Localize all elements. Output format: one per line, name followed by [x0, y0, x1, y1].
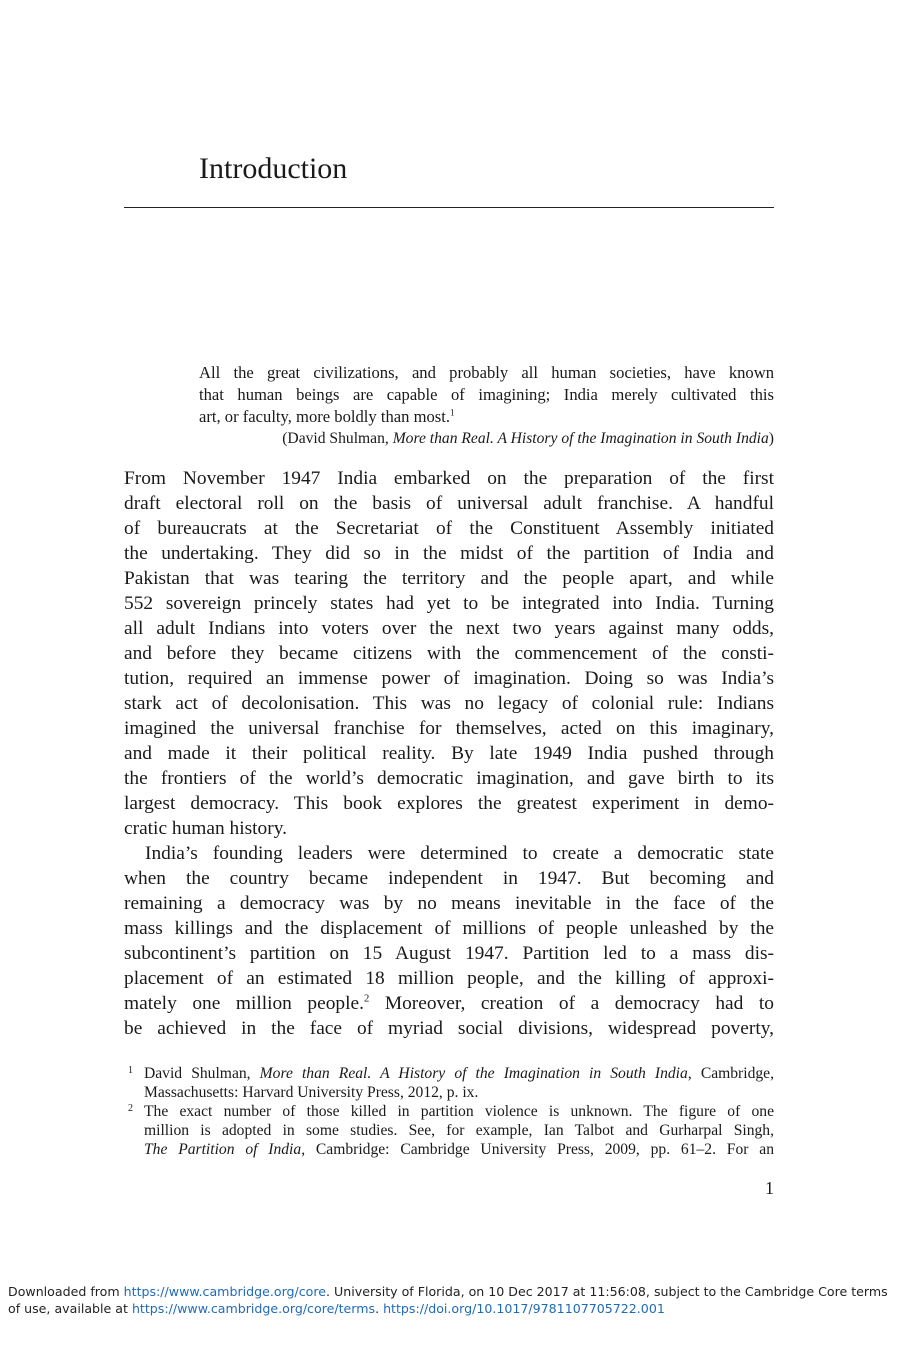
chapter-title: Introduction: [199, 152, 348, 185]
body-line: stark act of decolonisation. This was no legacy of colonial rule: Indians: [124, 693, 774, 714]
footnote-line: million is adopted in some studies. See, for example, Ian Talbot and Gurharpal Singh,: [144, 1122, 774, 1139]
body-line: the undertaking. They did so in the midst of the partition of India and: [124, 543, 774, 564]
body-line: 552 sovereign princely states had yet to be integrated into India. Turning: [124, 593, 774, 614]
title-divider: [124, 207, 774, 208]
download-notice: [8, 1283, 888, 1317]
footnote-text: , Cambridge,: [687, 1065, 774, 1082]
attribution-title: More than Real. A History of the Imagination in South India: [392, 430, 769, 447]
epigraph-line: All the great civilizations, and probably all human societies, have known: [199, 363, 774, 382]
terms-link[interactable]: https://www.cambridge.org/core/terms: [131, 1301, 376, 1316]
body-line: placement of an estimated 18 million people, and the killing of approxi-: [124, 968, 774, 989]
footnote-ref[interactable]: 2: [363, 992, 370, 1005]
body-line: and before they became citizens with the commencement of the consti-: [124, 643, 774, 664]
body-line: the frontiers of the world’s democratic imagination, and gave birth to its: [124, 768, 774, 789]
epigraph-attribution: [199, 428, 774, 450]
epigraph-line-text: art, or faculty, more boldly than most.: [199, 407, 450, 426]
footnote-2: [124, 1102, 774, 1159]
notice-text: of use, available at: [8, 1301, 132, 1316]
attribution-suffix: ): [768, 430, 774, 447]
footnotes: [124, 1064, 774, 1159]
attribution-prefix: (David Shulman,: [282, 430, 393, 447]
notice-text: . University of Florida, on 10 Dec 2017 at 11:56:08, subject to the Cambridge Core terms: [326, 1284, 888, 1299]
body-line: subcontinent’s partition on 15 August 1947. Partition led to a mass dis-: [124, 943, 774, 964]
footnote-line: [144, 1140, 774, 1159]
footnote-1: [124, 1064, 774, 1102]
notice-text: Downloaded from: [8, 1284, 124, 1299]
page-number: 1: [765, 1178, 774, 1198]
footnote-ref[interactable]: 1: [450, 407, 455, 418]
body-text: [124, 466, 774, 1041]
footnote-title: More than Real. A History of the Imagination in South India: [259, 1065, 688, 1082]
body-line: remaining a democracy was by no means inevitable in the face of the: [124, 893, 774, 914]
footnote-line: [144, 1064, 774, 1083]
body-line-text: mately one million people.: [124, 993, 364, 1014]
body-line: draft electoral roll on the basis of universal adult franchise. A handful: [124, 493, 774, 514]
footnote-text: , Cambridge: Cambridge University Press, 2009, pp. 61–2. For an: [301, 1141, 774, 1158]
body-line-text: Moreover, creation of a democracy had to: [369, 993, 774, 1014]
footnote-text: David Shulman,: [144, 1065, 260, 1082]
notice-text: .: [375, 1301, 384, 1316]
footnote-line: Massachusetts: Harvard University Press, 2012, p. ix.: [144, 1084, 479, 1101]
body-line: and made it their political reality. By late 1949 India pushed through: [124, 743, 774, 764]
footnote-line: The exact number of those killed in partition violence is unknown. The figure of one: [144, 1103, 774, 1120]
body-line: largest democracy. This book explores the greatest experiment in demo-: [124, 793, 774, 814]
footnote-number: 2: [128, 1103, 133, 1114]
footnote-title: The Partition of India: [144, 1141, 302, 1158]
body-line: From November 1947 India embarked on the preparation of the first: [124, 468, 774, 489]
body-line: Pakistan that was tearing the territory and the people apart, and while: [124, 568, 774, 589]
epigraph-line: [199, 406, 774, 428]
body-line: India’s founding leaders were determined to create a democratic state: [145, 843, 774, 864]
body-line: cratic human history.: [124, 818, 287, 839]
epigraph: [199, 362, 774, 450]
body-line: all adult Indians into voters over the next two years against many odds,: [124, 618, 774, 639]
body-line: imagined the universal franchise for themselves, acted on this imaginary,: [124, 718, 774, 739]
doi-link[interactable]: https://doi.org/10.1017/9781107705722.001: [383, 1301, 665, 1316]
body-line: of bureaucrats at the Secretariat of the Constituent Assembly initiated: [124, 518, 774, 539]
body-line: tution, required an immense power of imagination. Doing so was India’s: [124, 668, 774, 689]
cambridge-core-link[interactable]: https://www.cambridge.org/core: [123, 1284, 327, 1299]
epigraph-line: that human beings are capable of imagining; India merely cultivated this: [199, 385, 774, 404]
paragraph-2: [124, 841, 774, 1041]
footnote-number: 1: [128, 1065, 133, 1076]
body-line: when the country became independent in 1947. But becoming and: [124, 868, 774, 889]
body-line: mass killings and the displacement of millions of people unleashed by the: [124, 918, 774, 939]
body-line: be achieved in the face of myriad social divisions, widespread poverty,: [124, 1018, 774, 1039]
paragraph-1: [124, 466, 774, 841]
body-line: [124, 991, 774, 1016]
